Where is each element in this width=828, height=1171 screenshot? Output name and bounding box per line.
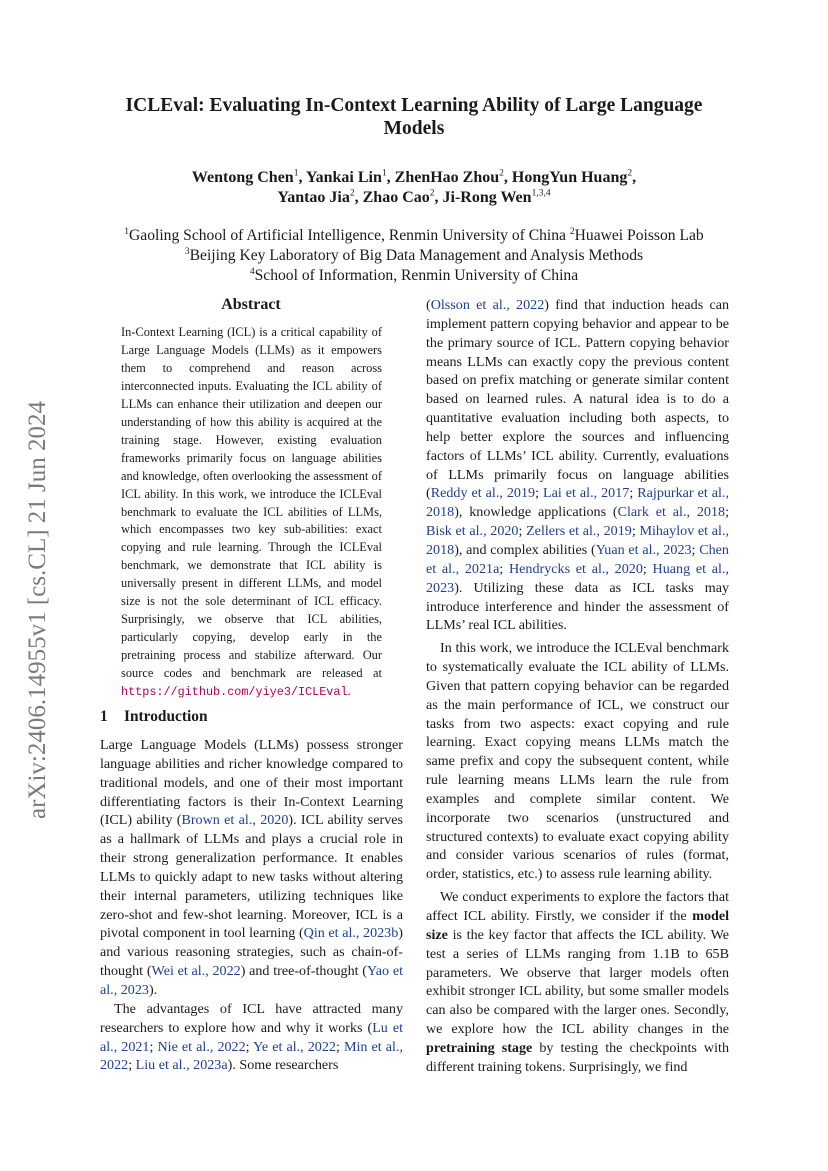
affiliation-mark: 4 bbox=[249, 266, 255, 277]
text-run: Large Language Models (LLMs) possess stronger language abilities and richer knowledge compared to traditional models, and one of their most important differentiating factors is their In-Context Learning (ICL) ability ( bbox=[100, 737, 403, 829]
citation-link[interactable]: Qin et al., 2023b bbox=[303, 925, 399, 942]
author-affiliation-mark: 1 bbox=[293, 168, 299, 179]
abstract-end: . bbox=[347, 684, 351, 699]
citation-link[interactable]: Liu et al., 2023a bbox=[135, 1057, 228, 1074]
separator: ; bbox=[128, 1057, 136, 1074]
author-name: ZhenHao Zhou bbox=[394, 169, 500, 186]
author-name: HongYun Huang bbox=[511, 169, 628, 186]
text-run: ( bbox=[426, 297, 431, 313]
affiliation-mark: 3 bbox=[184, 246, 190, 257]
paragraph bbox=[100, 736, 403, 1000]
separator: ; bbox=[245, 1038, 254, 1055]
text-run: ), knowledge applications ( bbox=[454, 504, 618, 521]
paragraph bbox=[100, 1000, 403, 1075]
citation-link[interactable]: Chen et al., 2021a bbox=[426, 541, 729, 577]
author-name: Yantao Jia bbox=[277, 189, 350, 206]
affiliation-mark: 2 bbox=[569, 226, 575, 237]
author-affiliation-mark: 1 bbox=[381, 168, 387, 179]
separator: ; bbox=[149, 1038, 158, 1055]
affiliation-mark: 1 bbox=[124, 226, 130, 237]
citation-link[interactable]: Brown et al., 2020 bbox=[181, 812, 289, 829]
affiliation-list bbox=[60, 226, 768, 286]
citation-link[interactable]: Huang et al., 2023 bbox=[426, 560, 729, 596]
text-run: We conduct experiments to explore the factors that affect ICL ability. Firstly, we consider if the bbox=[426, 889, 729, 924]
citation-link[interactable]: Reddy et al., 2019 bbox=[430, 485, 536, 502]
citation-link[interactable]: Clark et al., 2018 bbox=[617, 504, 726, 521]
affiliation: Huawei Poisson Lab bbox=[574, 227, 704, 244]
author-list: Wentong Chen$^1$, Yankai Lin$^1$, ZhenHao Zhou$^2$, HongYun Huang$^2$, Yantao Jia$^2$, Zhao Cao$^2$, Ji-Rong Wen$^{1,3,4}$ bbox=[191, 168, 637, 206]
citation-link[interactable]: Mihaylov et al., 2018 bbox=[426, 523, 729, 558]
text-run: ), and complex abilities ( bbox=[454, 541, 596, 558]
text-run: by testing the checkpoints with different training tokens. Surprisingly, we find bbox=[426, 1039, 729, 1075]
citation-link[interactable]: Min et al., 2022 bbox=[100, 1038, 403, 1074]
bold-term: pretraining stage bbox=[426, 1039, 533, 1056]
citation-link[interactable]: Wei et al., 2022 bbox=[151, 963, 241, 980]
right-column-body bbox=[426, 296, 729, 1077]
author-name: Zhao Cao bbox=[362, 189, 430, 206]
author-name: Yankai Lin bbox=[305, 169, 382, 186]
separator: ; bbox=[499, 560, 509, 577]
abstract-body: In-Context Learning (ICL) is a critical capability of Large Language Models (LLMs) as it empowers them to comprehend and reason across interconnected inputs. Evaluating the ICL ability of LLMs can enhance their utilization and deepen our understanding of how this ability is acquired at the training stage. However, existing evaluation frameworks primarily focus on language abilities and knowledge, often overlooking the assessment of ICL ability. In this work, we introduce the ICLEval benchmark to evaluate the ICL abilities of LLMs, which encompasses two key sub-abilities: exact copying and rule learning. Through the ICLEval benchmark, we demonstrate that ICL ability is universally present in different LLMs, and model size is not the sole determinant of ICL efficacy. Surprisingly, we observe that ICL abilities, particularly copying, develop early in the pretraining process and stabilize afterward. Our source codes and benchmark are released at bbox=[121, 325, 382, 681]
author-affiliation-mark: 2 bbox=[349, 188, 355, 199]
citation-link[interactable]: Lu et al., 2021 bbox=[100, 1019, 403, 1055]
text-run: ). Utilizing these data as ICL tasks may introduce interference and hinder the assessment of LLMs’ real ICL abilities. bbox=[426, 579, 729, 634]
text-run: ). Some researchers bbox=[227, 1057, 339, 1074]
bold-term: model size bbox=[426, 908, 729, 943]
citation-link[interactable]: Yuan et al., 2023 bbox=[595, 541, 692, 558]
citation-link[interactable]: Olsson et al., 2022 bbox=[430, 297, 545, 313]
author-affiliation-mark: 2 bbox=[627, 168, 633, 179]
separator: ; bbox=[642, 560, 653, 577]
abstract-heading: Abstract bbox=[221, 296, 281, 313]
text-run: is the key factor that affects the ICL ability. We test a series of LLMs ranging from 1.1B to 65B parameters. We observe that larger models often exhibit stronger ICL ability, but some smaller models can also be compared with the larger ones. Secondly, we explore how the ICL ability changes in the bbox=[426, 926, 729, 1038]
paper-title: ICLEval: Evaluating In-Context Learning Ability of Large Language Models bbox=[125, 95, 703, 139]
text-run: ). ICL ability serves as a hallmark of LLMs and plays a crucial role in their strong generalization performance. It enables LLMs to quickly adapt to new tasks without altering their internal parameters, utilizing techniques like zero-shot and few-shot learning. Moreover, ICL is a pivotal component in tool learning ( bbox=[100, 812, 404, 942]
text-run: ) and various reasoning strategies, such as chain-of-thought ( bbox=[100, 925, 403, 980]
arxiv-identifier-stamp: arXiv:2406.14955v1 [cs.CL] 21 Jun 2024 bbox=[24, 400, 51, 820]
separator: ; bbox=[691, 541, 700, 558]
section-number: 1 bbox=[100, 708, 108, 725]
affiliation: Beijing Key Laboratory of Big Data Management and Analysis Methods bbox=[189, 247, 644, 264]
citation-link[interactable]: Nie et al., 2022 bbox=[157, 1038, 246, 1055]
author-affiliation-mark: 1,3,4 bbox=[531, 188, 551, 199]
affiliation: School of Information, Renmin University of China bbox=[254, 267, 579, 284]
abstract-text bbox=[121, 324, 382, 702]
text-run: ) and tree-of-thought ( bbox=[240, 963, 367, 980]
citation-link[interactable]: Yao et al., 2023 bbox=[100, 963, 403, 998]
separator: ; bbox=[629, 485, 638, 502]
paragraph bbox=[426, 296, 729, 635]
citation-link[interactable]: Zellers et al., 2019 bbox=[526, 523, 632, 540]
text-run: The advantages of ICL have attracted many researchers to explore how and why it works ( bbox=[100, 1000, 403, 1036]
text-run: ) find that induction heads can implement pattern copying behavior and appear to be the primary source of ICL. Pattern copying behavior means LLMs can exactly copy the previous content based on prefix matching or generate similar content based on learned rules. A natural idea is to do a quantitative evaluation including both aspects, to help better explore the sources and influencing factors of LLMs’ ICL ability. Currently, evaluations of LLMs primarily focus on language abilities ( bbox=[426, 297, 730, 502]
affiliation: Gaoling School of Artificial Intelligence, Renmin University of China bbox=[129, 227, 566, 244]
text-run: ). bbox=[148, 981, 158, 998]
separator: ; bbox=[335, 1038, 344, 1055]
citation-link[interactable]: Ye et al., 2022 bbox=[253, 1038, 336, 1055]
section-heading-introduction bbox=[100, 708, 208, 726]
citation-link[interactable]: Lai et al., 2017 bbox=[542, 485, 630, 502]
separator: ; bbox=[631, 523, 640, 540]
left-column-body bbox=[100, 736, 403, 1075]
paragraph bbox=[426, 888, 729, 1076]
separator: ; bbox=[725, 504, 729, 521]
separator: ; bbox=[535, 485, 543, 502]
citation-link[interactable]: Bisk et al., 2020 bbox=[426, 523, 519, 540]
citation-link[interactable]: Hendrycks et al., 2020 bbox=[509, 560, 643, 577]
author-name: Ji-Rong Wen bbox=[442, 189, 532, 206]
source-code-link[interactable]: https://github.com/yiye3/ICLEval bbox=[121, 685, 348, 700]
author-name: Wentong Chen bbox=[191, 169, 294, 186]
citation-link[interactable]: Rajpurkar et al., 2018 bbox=[426, 485, 729, 521]
author-affiliation-mark: 2 bbox=[429, 188, 435, 199]
section-title: Introduction bbox=[124, 708, 208, 725]
paragraph: In this work, we introduce the ICLEval benchmark to systematically evaluate the ICL ability of LLMs. Given that pattern copying behavior can be regarded as the main performance of ICL, we construct our tasks from two aspects: exact copying and rule learning. Exact copying means LLMs match the same prefix and copy the subsequent content, while rule learning means LLMs learn the rule from examples and complete similar content. We incorporate two scenarios (unstructured and structured contexts) to evaluate exact copying ability and consider various scenarios of rules (format, order, statistics, etc.) to assess rule learning ability. bbox=[426, 640, 729, 883]
author-affiliation-mark: 2 bbox=[499, 168, 504, 179]
separator: ; bbox=[518, 523, 527, 540]
